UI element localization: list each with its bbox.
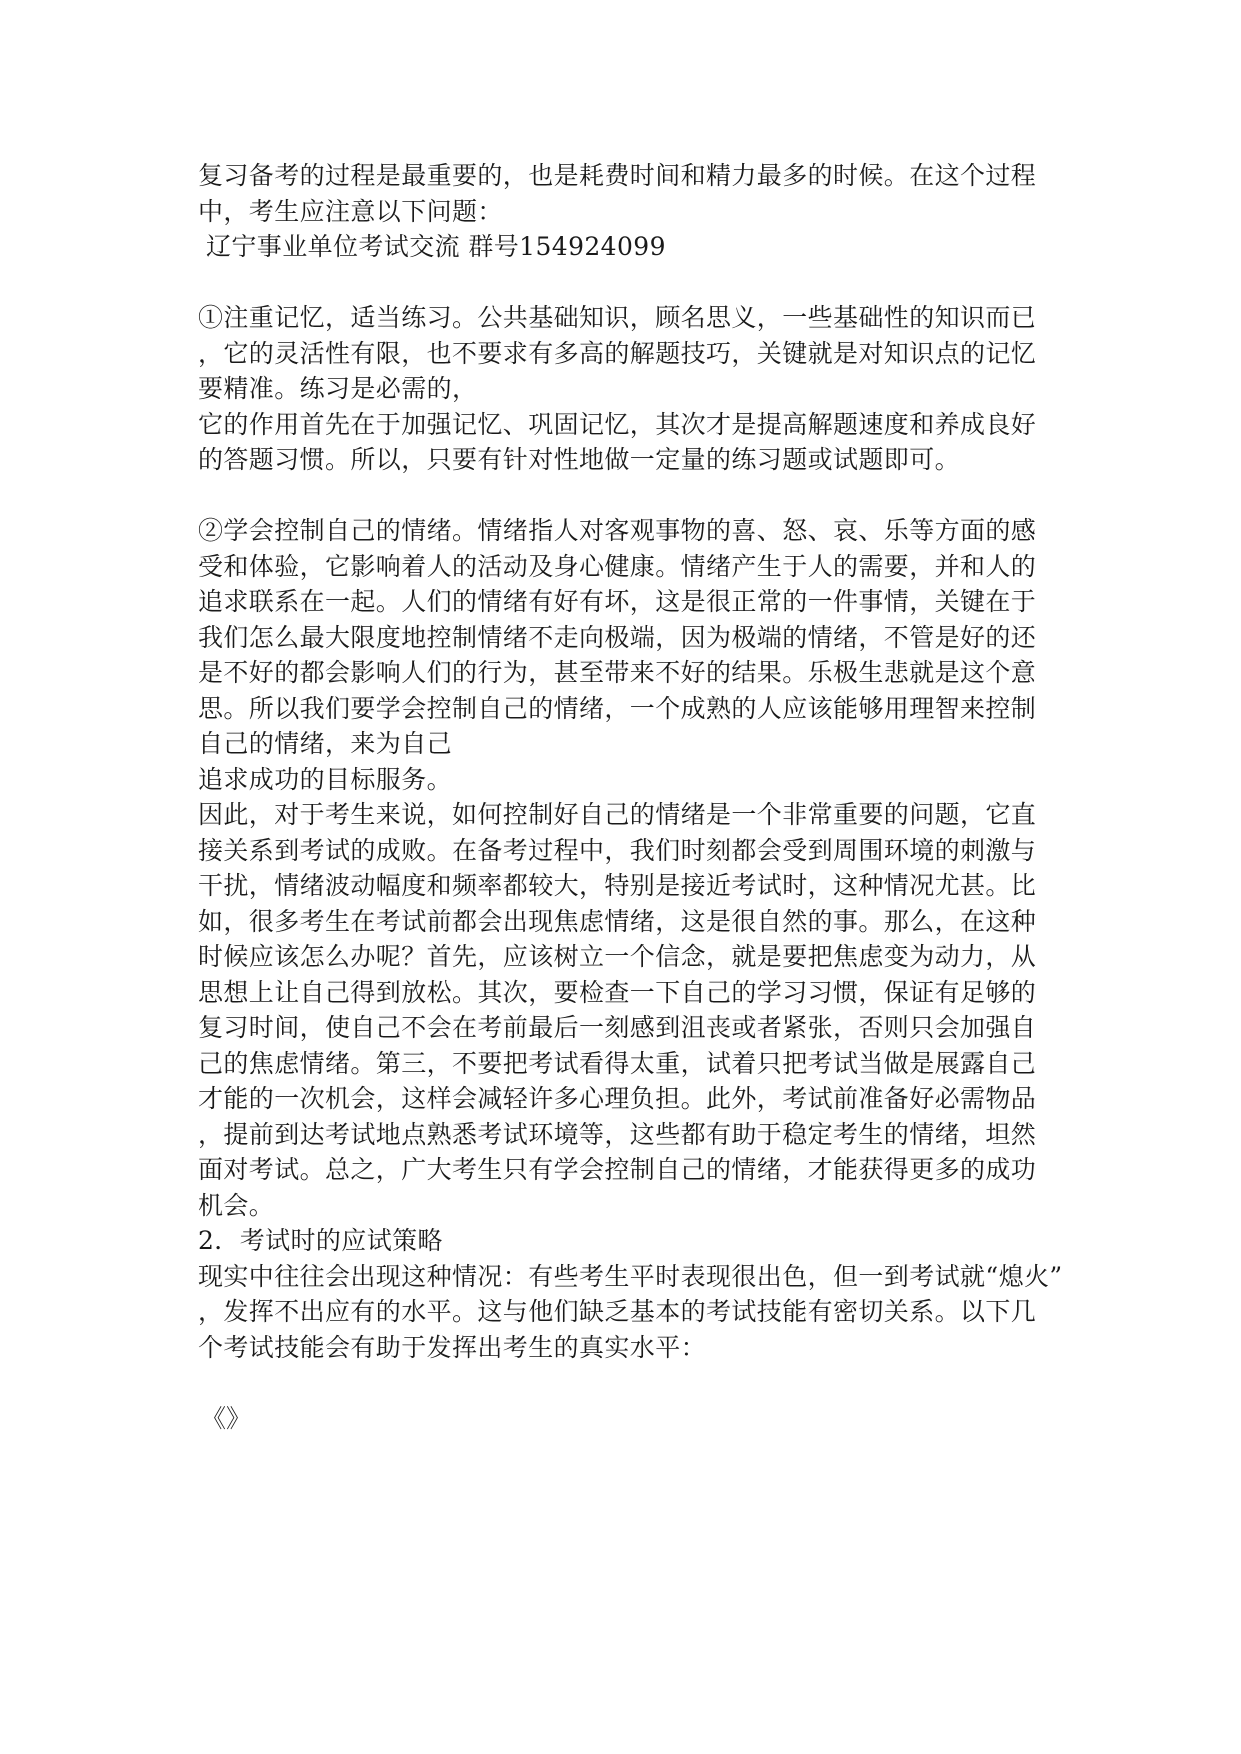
- text-line: 己的焦虑情绪。第三，不要把考试看得太重，试着只把考试当做是展露自己: [198, 1048, 1037, 1078]
- text-line: 思。所以我们要学会控制自己的情绪，一个成熟的人应该能够用理智来控制: [198, 693, 1037, 723]
- text-line: 受和体验，它影响着人的活动及身心健康。情绪产生于人的需要，并和人的: [198, 551, 1037, 581]
- text-line: 思想上让自己得到放松。其次，要检查一下自己的学习习惯，保证有足够的: [198, 977, 1037, 1007]
- text-line: 中，考生应注意以下问题：: [198, 196, 503, 226]
- text-line: 如，很多考生在考试前都会出现焦虑情绪，这是很自然的事。那么，在这种: [198, 906, 1037, 936]
- text-line: 个考试技能会有助于发挥出考生的真实水平：: [198, 1332, 707, 1362]
- text-line: 复习时间，使自己不会在考前最后一刻感到沮丧或者紧张，否则只会加强自: [198, 1013, 1037, 1042]
- text-line: 接关系到考试的成败。在备考过程中，我们时刻都会受到周围环境的刺激与: [198, 835, 1037, 865]
- section-heading: 2．考试时的应试策略: [198, 1226, 443, 1255]
- text-line: ，提前到达考试地点熟悉考试环境等，这些都有助于稳定考生的情绪，坦然: [198, 1119, 1037, 1149]
- text-line: 它的作用首先在于加强记忆、巩固记忆，其次才是提高解题速度和养成良好: [198, 409, 1037, 439]
- text-line: 要精准。练习是必需的，: [198, 374, 478, 403]
- document-page: [198, 158, 1063, 1437]
- text-line: 才能的一次机会，这样会减轻许多心理负担。此外，考试前准备好必需物品: [198, 1084, 1037, 1113]
- section-emotion-control: [198, 513, 1048, 1223]
- text-line: ，发挥不出应有的水平。这与他们缺乏基本的考试技能有密切关系。以下几: [198, 1297, 1037, 1326]
- book-title-marks: 《》: [201, 1404, 252, 1433]
- text-line: 追求成功的目标服务。: [198, 764, 453, 794]
- group-notice: 辽宁事业单位考试交流 群号154924099: [206, 232, 666, 261]
- text-line: 是不好的都会影响人们的行为，甚至带来不好的结果。乐极生悲就是这个意: [198, 658, 1037, 687]
- text-line: 因此，对于考生来说，如何控制好自己的情绪是一个非常重要的问题，它直: [198, 800, 1037, 829]
- text-line: 干扰，情绪波动幅度和频率都较大，特别是接近考试时，这种情况尤甚。比: [198, 871, 1037, 900]
- section-exam-strategy: [198, 1259, 1063, 1366]
- text-line: ①注重记忆，适当练习。公共基础知识，顾名思义，一些基础性的知识而已: [198, 303, 1037, 332]
- blank-line: [198, 265, 1048, 301]
- text-line: 我们怎么最大限度地控制情绪不走向极端，因为极端的情绪，不管是好的还: [198, 622, 1037, 652]
- blank-line: [198, 478, 1048, 514]
- text-line: 追求联系在一起。人们的情绪有好有坏，这是很正常的一件事情，关键在于: [198, 587, 1037, 616]
- text-line: 现实中往往会出现这种情况：有些考生平时表现很出色，但一到考试就“熄火”: [198, 1261, 1063, 1291]
- text-line: ②学会控制自己的情绪。情绪指人对客观事物的喜、怒、哀、乐等方面的感: [198, 516, 1037, 545]
- text-line: 的答题习惯。所以，只要有针对性地做一定量的练习题或试题即可。: [198, 445, 961, 474]
- text-line: 面对考试。总之，广大考生只有学会控制自己的情绪，才能获得更多的成功: [198, 1155, 1037, 1184]
- intro-paragraph: [198, 158, 1048, 229]
- section-memory-practice: [198, 300, 1048, 478]
- text-line: 自己的情绪，来为自己: [198, 729, 453, 758]
- text-line: 复习备考的过程是最重要的，也是耗费时间和精力最多的时候。在这个过程: [198, 161, 1037, 190]
- text-line: 时候应该怎么办呢？首先，应该树立一个信念，就是要把焦虑变为动力，从: [198, 942, 1037, 971]
- text-line: 机会。: [198, 1190, 275, 1220]
- text-line: ，它的灵活性有限，也不要求有多高的解题技巧，关键就是对知识点的记忆: [198, 338, 1037, 368]
